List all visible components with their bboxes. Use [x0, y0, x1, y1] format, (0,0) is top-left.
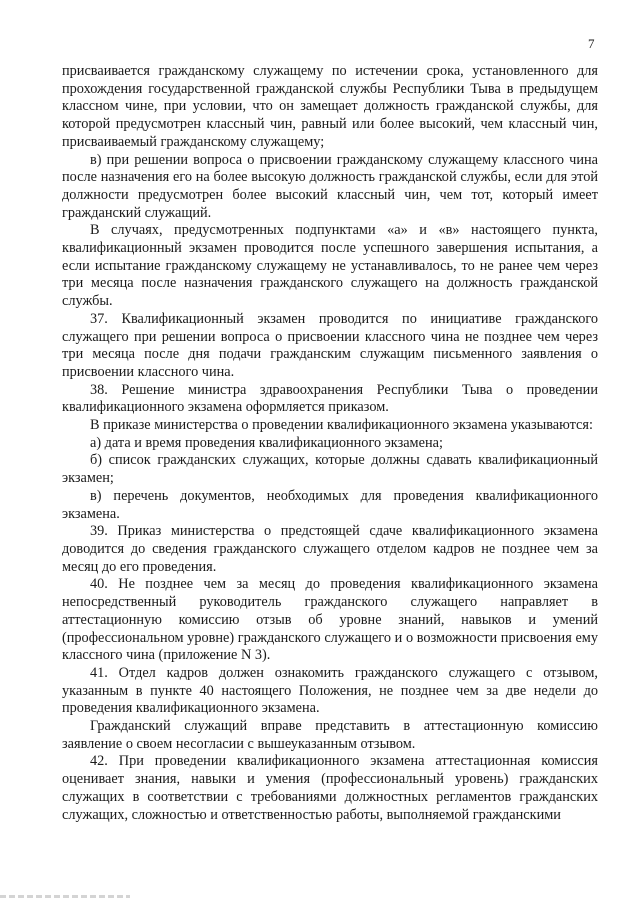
paragraph-order-contents: В приказе министерства о проведении квалификационного экзамена указываются: — [90, 417, 593, 434]
paragraph-37: 37. Квалификационный экзамен проводится по инициативе гражданского служащего при решении вопроса о присвоении классного чина не позднее чем через три месяца после дня подачи гражданским служащим письменного заявления о присвоении классного чина. — [62, 310, 598, 380]
list-item-v: в) перечень документов, необходимых для проведения квалификационного экзамена. — [62, 487, 598, 522]
paragraph-41: 41. Отдел кадров должен ознакомить гражданского служащего с отзывом, указанным в пункте 40 настоящего Положения, не позднее чем за две недели до проведения квалификационного экзамена. — [62, 664, 598, 717]
list-item-a: а) дата и время проведения квалификационного экзамена; — [90, 434, 443, 451]
document-body — [62, 63, 598, 824]
paragraph-cases: В случаях, предусмотренных подпунктами «а» и «в» настоящего пункта, квалификационный экзамен проводится после успешного завершения испытания, а если испытание гражданскому служащему не устанавливалось, то не ранее чем через три месяца после назначения гражданского служащего на должность гражданской службы. — [62, 222, 598, 310]
paragraph-disagreement: Гражданский служащий вправе представить в аттестационную комиссию заявление о своем несогласии с вышеуказанным отзывом. — [62, 718, 598, 752]
paragraph-40: 40. Не позднее чем за месяц до проведения квалификационного экзамена непосредственный руководитель гражданского служащего направляет в аттестационную комиссию отзыв об уровне знаний, навыков и умений (профессиональном уровне) гражданского служащего и о возможности присвоения ему классного чина (приложение N 3). — [62, 576, 598, 664]
list-item-b: б) список гражданских служащих, которые должны сдавать квалификационный экзамен; — [62, 452, 598, 487]
page-number: 7 — [588, 36, 595, 51]
paragraph-42: 42. При проведении квалификационного экзамена аттестационная комиссия оценивает знания, навыки и умения (профессиональный уровень) гражданских служащих в соответствии с требованиями должностных регламентов гражданских служащих, сложностью и ответственностью работы, выполняемой гражданскими — [62, 753, 598, 823]
paragraph-39: 39. Приказ министерства о предстоящей сдаче квалификационного экзамена доводится до сведения гражданского служащего отделом кадров не позднее чем за месяц до его проведения. — [62, 523, 598, 575]
scan-artifact — [0, 895, 130, 898]
paragraph-continuation: присваивается гражданскому служащему по истечении срока, установленного для прохождения государственной гражданской службы Республики Тыва в предыдущем классном чине, при условии, что он замещает должность гражданской службы, для которой предусмотрен классный чин, равный или более высокий, чем классный чин, присваиваемый гражданскому служащему; — [62, 63, 598, 150]
paragraph-38: 38. Решение министра здравоохранения Республики Тыва о проведении квалификационного экзамена оформляется приказом. — [62, 381, 598, 416]
paragraph-subitem-v: в) при решении вопроса о присвоении гражданскому служащему классного чина после назначения его на более высокую должность гражданской службы, если для этой должности предусмотрен более высокий классный чин, чем тот, который имеет гражданский служащий. — [62, 151, 598, 221]
